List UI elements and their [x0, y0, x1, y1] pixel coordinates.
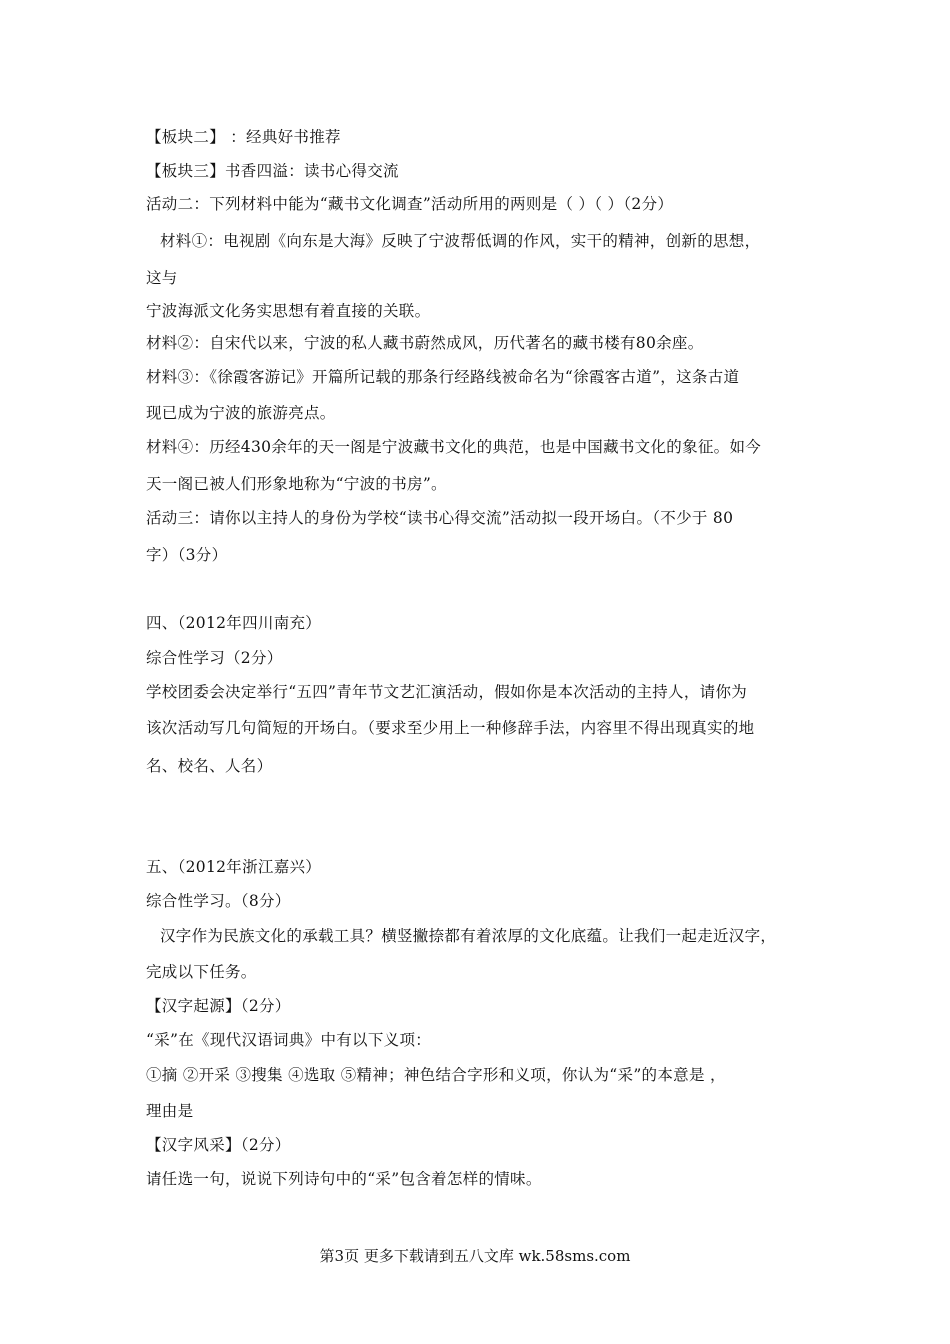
text-line: 名、校名、人名）	[146, 757, 273, 775]
text-line: 这与	[146, 269, 178, 287]
section-heading: 五、（2012年浙江嘉兴）	[146, 858, 322, 876]
text-line: 材料②：自宋代以来，宁波的私人藏书蔚然成风，历代著名的藏书楼有80余座。	[146, 334, 704, 352]
text-line: 材料④：历经430余年的天一阁是宁波藏书文化的典范，也是中国藏书文化的象征。如今	[146, 438, 762, 456]
text-line: 材料③：《徐霞客游记》开篇所记载的那条行经路线被命名为“徐霞客古道”，这条古道	[146, 368, 740, 386]
text-line: 综合性学习（2分）	[146, 649, 283, 667]
text-line: 现已成为宁波的旅游亮点。	[146, 404, 336, 422]
text-line: 汉字作为民族文化的承载工具？横竖撇捺都有着浓厚的文化底蕴。让我们一起走近汉字，	[160, 927, 777, 945]
text-line: 活动二：下列材料中能为“藏书文化调查”活动所用的两则是（ ）（ ）（2分）	[146, 195, 674, 213]
text-line: 【汉字起源】（2分）	[146, 997, 291, 1015]
text-line: 综合性学习。（8分）	[146, 892, 291, 910]
page-footer: 第3页 更多下载请到五八文库 wk.58sms.com	[319, 1247, 631, 1265]
text-line: 学校团委会决定举行“五四”青年节文艺汇演活动，假如你是本次活动的主持人，请你为	[146, 683, 748, 701]
text-line: 理由是	[146, 1102, 194, 1120]
text-line: 完成以下任务。	[146, 963, 257, 981]
text-line: “采”在《现代汉语词典》中有以下义项：	[146, 1031, 432, 1049]
text-line: 活动三：请你以主持人的身份为学校“读书心得交流”活动拟一段开场白。（不少于 80	[146, 509, 734, 527]
section-heading: 四、（2012年四川南充）	[146, 614, 322, 632]
text-line: 该次活动写几句简短的开场白。（要求至少用上一种修辞手法，内容里不得出现真实的地	[146, 719, 755, 737]
text-line: 【板块二】 ：经典好书推荐	[146, 128, 341, 146]
text-line: 材料①：电视剧《向东是大海》反映了宁波帮低调的作风，实干的精神，创新的思想，	[160, 232, 761, 250]
text-line: 天一阁已被人们形象地称为“宁波的书房”。	[146, 475, 447, 493]
text-line: 字）（3分）	[146, 546, 228, 564]
text-line: 【汉字风采】（2分）	[146, 1136, 291, 1154]
text-line: 宁波海派文化务实思想有着直接的关联。	[146, 302, 431, 320]
text-line: ①摘 ②开采 ③搜集 ④选取 ⑤精神；神色结合字形和义项，你认为“采”的本意是 ，	[146, 1066, 726, 1084]
text-line: 【板块三】书香四溢：读书心得交流	[146, 162, 399, 180]
text-line: 请任选一句，说说下列诗句中的“采”包含着怎样的情味。	[146, 1170, 542, 1188]
